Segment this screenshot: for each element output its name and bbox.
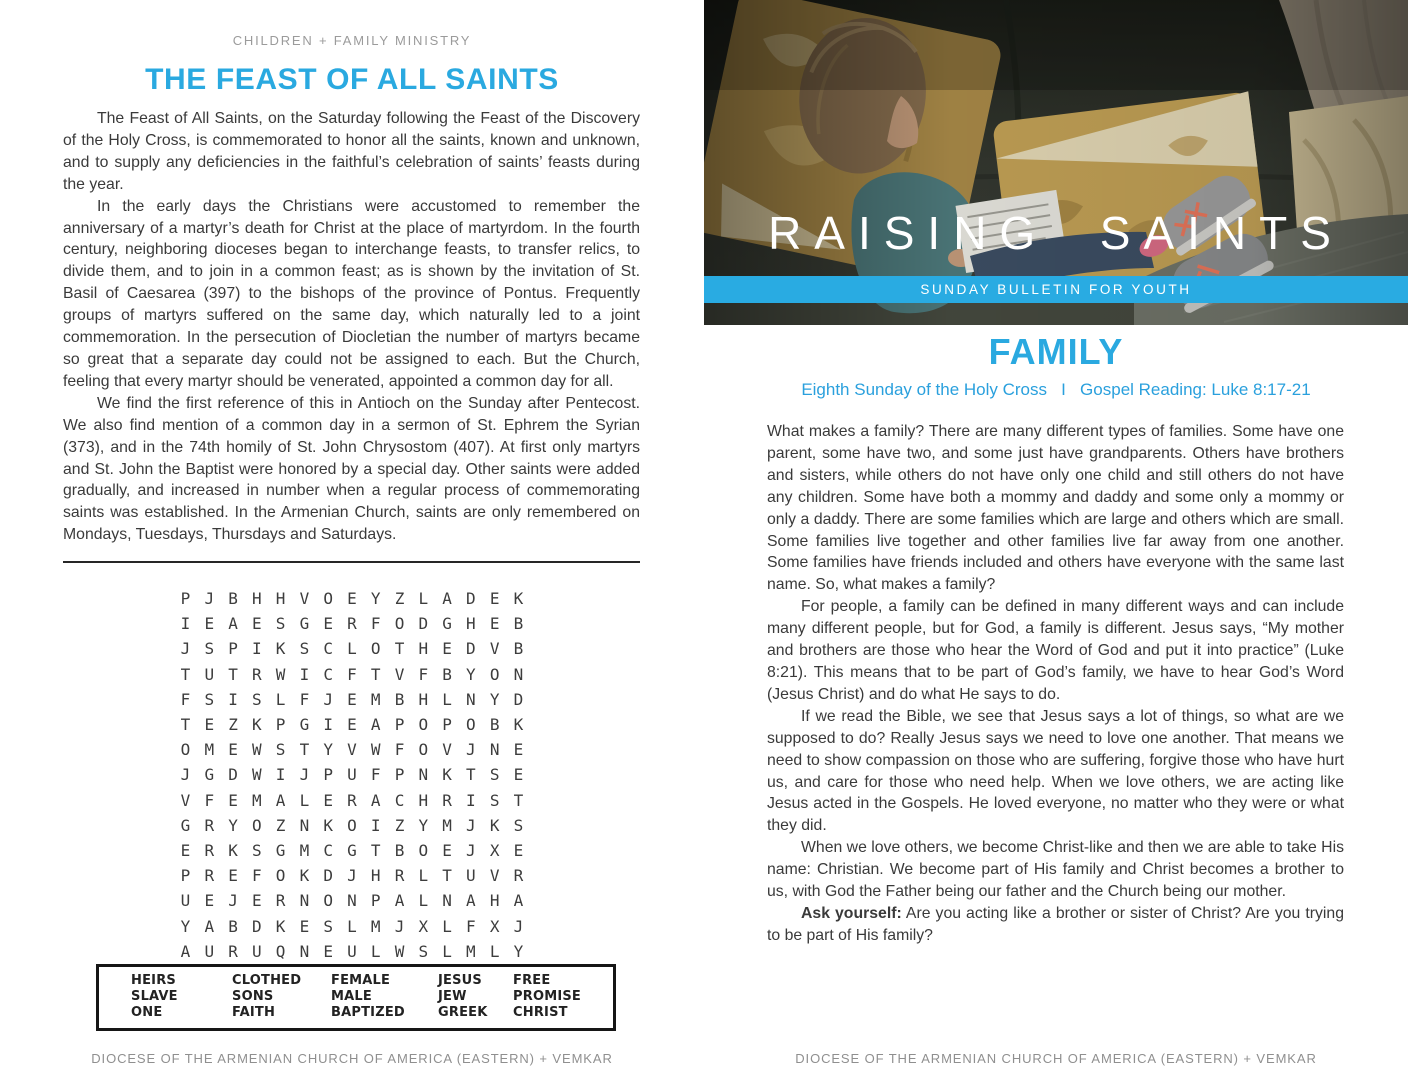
word-search-letter: F: [370, 614, 381, 634]
ask-yourself: [767, 903, 1344, 947]
page-right: [704, 0, 1408, 1088]
word-search-letter: T: [513, 790, 524, 810]
word-search-letter: S: [275, 740, 286, 760]
word-search-letter: J: [228, 891, 238, 911]
word-search-letter: G: [442, 614, 452, 634]
page-footer: DIOCESE OF THE ARMENIAN CHURCH OF AMERICA (EASTERN) + VEMKAR: [795, 1051, 1317, 1066]
word-search-letter: E: [228, 866, 238, 886]
word-search-letter: F: [204, 790, 215, 810]
word-search-letter: N: [489, 740, 500, 760]
word-search-letter: A: [204, 916, 215, 936]
word-search-letter: W: [370, 740, 381, 760]
word-search-letter: S: [204, 639, 215, 659]
word-search-letter: V: [394, 664, 405, 684]
word-search-letter: U: [347, 941, 357, 961]
word-search-letter: H: [370, 866, 381, 886]
word-search-letter: A: [513, 891, 524, 911]
word-search-letter: P: [275, 715, 286, 735]
word-search-letter: B: [228, 589, 238, 609]
word-search-letter: N: [466, 689, 476, 709]
word-search-letter: L: [370, 941, 381, 961]
word-search-letter: V: [299, 589, 310, 609]
word-search-letter: S: [323, 916, 333, 936]
word-search-letter: E: [513, 840, 524, 860]
word-search-letter: E: [513, 740, 524, 760]
word-search-letter: J: [394, 916, 405, 936]
word-search-letter: A: [466, 891, 476, 911]
word-search-letter: A: [394, 891, 405, 911]
word-search-letter: U: [204, 941, 215, 961]
word-search-letter: L: [442, 941, 452, 961]
word-search-row: [176, 913, 528, 938]
banner-label: SUNDAY BULLETIN FOR YOUTH: [920, 282, 1192, 297]
word-search-letter: A: [370, 790, 381, 810]
word-list-item: ONE: [131, 1005, 163, 1020]
word-search-letter: T: [370, 840, 381, 860]
word-search-letter: P: [180, 866, 191, 886]
word-search-letter: E: [228, 790, 238, 810]
feast-article: [63, 108, 640, 546]
ministry-eyebrow: CHILDREN + FAMILY MINISTRY: [232, 33, 472, 48]
word-search-letter: V: [180, 790, 191, 810]
word-search-row: [176, 939, 528, 964]
word-search-letter: N: [513, 664, 524, 684]
word-search-letter: H: [418, 639, 429, 659]
word-search-letter: D: [252, 916, 262, 936]
word-search-letter: P: [180, 589, 191, 609]
word-search-letter: M: [370, 689, 381, 709]
word-search-letter: E: [299, 916, 310, 936]
word-search-letter: T: [228, 664, 238, 684]
word-search-letter: F: [252, 866, 262, 886]
word-search-letter: N: [299, 815, 310, 835]
word-search-letter: Z: [394, 589, 405, 609]
word-search-row: [176, 863, 528, 888]
word-search-letter: B: [489, 715, 500, 735]
word-search-letter: R: [204, 840, 215, 860]
word-search-letter: E: [513, 765, 524, 785]
word-search-letter: F: [370, 765, 381, 785]
word-search-letter: L: [442, 689, 452, 709]
word-search-letter: K: [275, 916, 286, 936]
word-search-letter: O: [323, 589, 333, 609]
word-list-item: FEMALE: [331, 973, 391, 988]
word-search-letter: E: [347, 589, 357, 609]
word-search-letter: T: [299, 740, 310, 760]
word-search-letter: D: [466, 639, 476, 659]
word-search-letter: E: [323, 941, 333, 961]
word-search-letter: K: [513, 589, 524, 609]
word-search-letter: N: [418, 765, 429, 785]
paragraph: When we love others, we become Christ-like and then we are able to take His name: Christian. We become part of His family and Christ becomes a brother to us, with God the Father being our father and the Church being our mother.: [767, 839, 1344, 901]
ask-yourself-text: Are you acting like a brother or sister of Christ? Are you trying to be part of His family?: [767, 904, 1344, 944]
word-search-row: [176, 712, 528, 737]
word-search-letter: O: [466, 715, 476, 735]
word-search-letter: E: [180, 840, 191, 860]
word-search-letter: R: [252, 664, 262, 684]
word-search-letter: S: [489, 765, 500, 785]
word-search-letter: C: [394, 790, 405, 810]
word-search-letter: Z: [394, 815, 405, 835]
word-list-item: HEIRS: [131, 973, 176, 988]
word-search-letter: N: [299, 941, 310, 961]
word-search-letter: R: [347, 614, 357, 634]
word-search-letter: M: [370, 916, 381, 936]
word-search-letter: Q: [275, 941, 286, 961]
word-search-letter: I: [466, 790, 476, 810]
word-search-letter: P: [394, 765, 405, 785]
ask-yourself-label: Ask yourself:: [801, 904, 902, 922]
word-search-letter: N: [347, 891, 357, 911]
word-search-letter: R: [204, 866, 215, 886]
word-search-letter: F: [466, 916, 476, 936]
word-search-letter: C: [323, 639, 333, 659]
word-search-row: [176, 662, 528, 687]
word-search-letter: S: [418, 941, 429, 961]
word-search-letter: U: [347, 765, 357, 785]
word-search-letter: X: [489, 840, 500, 860]
word-search-letter: P: [370, 891, 381, 911]
word-search-letter: B: [442, 664, 452, 684]
word-search-letter: O: [275, 866, 286, 886]
word-search-letter: R: [204, 815, 215, 835]
word-search-letter: E: [323, 790, 333, 810]
word-search-letter: V: [489, 866, 500, 886]
word-search-row: [176, 888, 528, 913]
word-search-letter: E: [323, 614, 333, 634]
word-search-letter: F: [418, 664, 429, 684]
word-search-letter: A: [370, 715, 381, 735]
word-search-letter: N: [442, 891, 452, 911]
word-list-item: PROMISE: [513, 989, 582, 1004]
word-list-item: CHRIST: [513, 1005, 568, 1020]
word-search-letter: U: [466, 866, 476, 886]
word-search-letter: Y: [228, 815, 238, 835]
word-search-letter: T: [180, 715, 191, 735]
word-search-letter: T: [394, 639, 405, 659]
paragraph: What makes a family? There are many different types of families. Some have one parent, some have two, and some just have grandparents. Others have brothers and sisters, while others do not have only one child and still others do not have any children. Some have both a mommy and daddy and some only a mommy or only a daddy. There are some families which are large and others which are small. Some families live together and other families live far away from one another. Some families have friends included and others have everyone with the same last name. So, what makes a family?: [767, 423, 1344, 594]
word-search-row: [176, 611, 528, 636]
word-search-letter: B: [513, 614, 524, 634]
word-search-letter: I: [275, 765, 286, 785]
word-search-letter: S: [299, 639, 310, 659]
word-search-letter: Y: [418, 815, 429, 835]
word-search-letter: I: [180, 614, 191, 634]
word-search-letter: K: [442, 765, 452, 785]
word-search-letter: C: [323, 664, 333, 684]
word-search-letter: P: [394, 715, 405, 735]
word-search-letter: X: [418, 916, 429, 936]
word-search-letter: T: [370, 664, 381, 684]
word-search-letter: O: [252, 815, 262, 835]
word-search-letter: X: [489, 916, 500, 936]
word-search-letter: A: [228, 614, 238, 634]
word-search-letter: E: [228, 740, 238, 760]
word-search-letter: E: [442, 639, 452, 659]
word-search-letter: S: [204, 689, 215, 709]
word-search-letter: U: [180, 891, 191, 911]
word-search-letter: D: [418, 614, 429, 634]
paragraph: In the early days the Christians were accustomed to remember the anniversary of a martyr’s death for Christ at the place of martyrdom. In the fourth century, neighboring dioceses began to interchange feasts, to transfer relics, to divide them, and to join in a common feast; as is shown by the invitation of St. Basil of Caesarea (397) to the bishops of the province of Pontus. Frequently groups of martyrs suffered on the same day, which naturally led to a joint commemoration. In the persecution of Diocletian the number of martyrs became so great that a separate day could not be assigned to each. But the Church, feeling that every martyr should be venerated, appointed a common day for all.: [63, 197, 640, 390]
word-search-letter: U: [252, 941, 262, 961]
word-search-letter: M: [466, 941, 476, 961]
word-search-grid: [176, 586, 528, 964]
word-search-letter: K: [228, 840, 238, 860]
word-search-row: [176, 687, 528, 712]
word-search-letter: G: [180, 815, 191, 835]
word-search-row: [176, 586, 528, 611]
word-search-letter: O: [489, 664, 500, 684]
word-search-letter: I: [228, 689, 238, 709]
word-search-letter: E: [252, 891, 262, 911]
word-search-letter: L: [418, 866, 429, 886]
word-search-letter: G: [347, 840, 357, 860]
word-search-letter: K: [252, 715, 262, 735]
word-search-letter: E: [489, 614, 500, 634]
word-search-letter: O: [347, 815, 357, 835]
word-search-letter: P: [228, 639, 238, 659]
word-search-letter: R: [228, 941, 238, 961]
cover-photo-block: [704, 0, 1408, 325]
word-search-letter: J: [466, 815, 476, 835]
word-search-letter: W: [275, 664, 286, 684]
word-search-letter: T: [442, 866, 452, 886]
word-search-letter: G: [299, 715, 310, 735]
word-list-item: JESUS: [438, 973, 482, 988]
word-search-letter: N: [299, 891, 310, 911]
word-search-letter: B: [513, 639, 524, 659]
word-search-letter: C: [323, 840, 333, 860]
word-search-letter: M: [299, 840, 310, 860]
word-search-letter: E: [347, 715, 357, 735]
word-search-letter: R: [275, 891, 286, 911]
word-search-letter: F: [347, 664, 357, 684]
word-search-letter: U: [204, 664, 215, 684]
word-search-letter: J: [204, 589, 215, 609]
word-search-letter: L: [442, 916, 452, 936]
word-search-letter: T: [180, 664, 191, 684]
word-search-letter: J: [466, 740, 476, 760]
word-search-letter: H: [418, 790, 429, 810]
word-search-letter: J: [347, 866, 357, 886]
word-search-letter: V: [347, 740, 357, 760]
word-search-letter: F: [180, 689, 191, 709]
word-search-letter: G: [299, 614, 310, 634]
word-search-row: [176, 788, 528, 813]
word-search-letter: V: [442, 740, 452, 760]
word-search-letter: B: [228, 916, 238, 936]
word-search-letter: E: [347, 689, 357, 709]
word-search-letter: M: [442, 815, 452, 835]
word-search-letter: Z: [228, 715, 238, 735]
word-search-letter: D: [323, 866, 333, 886]
word-list-item: MALE: [331, 989, 372, 1004]
word-search-letter: S: [275, 614, 286, 634]
paragraph: We find the first reference of this in Antioch on the Sunday after Pentecost. We also find mention of a common day in a sermon of St. Ephrem the Syrian (373), and in the 74th homily of St. John Chrysostom (407). At first only martyrs and St. John the Baptist were honored by a special day. Other saints were added gradually, and increased in number when a regular process of commemorating saints was established. In the Armenian Church, saints are only remembered on Mondays, Tuesdays, Thursdays and Saturdays.: [63, 394, 640, 544]
subtitle: Eighth Sunday of the Holy Cross I Gospel Reading: Luke 8:17-21: [801, 380, 1311, 399]
word-list-item: SONS: [232, 989, 274, 1004]
word-search-letter: J: [323, 689, 333, 709]
word-search-letter: P: [323, 765, 333, 785]
paragraph: For people, a family can be defined in many different ways and can include many different people, but for God, a family is different. Jesus says, “My mother and brothers are those who hear the Word of God and put it into practice” (Luke 8:21). This means that to be part of God’s family, we have to hear God’s Word (Jesus Christ) and do what He says to do.: [767, 598, 1344, 703]
paragraph: The Feast of All Saints, on the Saturday following the Feast of the Discovery of the Holy Cross, is commemorated to honor all the saints, known and unknown, and to supply any deficiencies in the faithful’s celebration of saints’ feasts during the year.: [63, 110, 640, 193]
word-search-letter: B: [394, 840, 405, 860]
word-search-letter: D: [466, 589, 476, 609]
word-search-letter: G: [204, 765, 215, 785]
word-search-letter: T: [466, 765, 476, 785]
family-article: [767, 421, 1344, 947]
word-search-letter: L: [347, 639, 357, 659]
word-search-letter: H: [418, 689, 429, 709]
word-search-letter: W: [252, 740, 262, 760]
word-search-letter: E: [252, 614, 262, 634]
word-search-letter: M: [204, 740, 215, 760]
word-search-letter: H: [489, 891, 500, 911]
word-search-letter: A: [275, 790, 286, 810]
word-search-letter: B: [394, 689, 405, 709]
word-search-letter: K: [299, 866, 310, 886]
word-search-letter: Y: [323, 740, 333, 760]
word-search-letter: H: [252, 589, 262, 609]
word-search-letter: I: [299, 664, 310, 684]
word-search-letter: L: [489, 941, 500, 961]
word-search-letter: J: [466, 840, 476, 860]
word-search-letter: Y: [180, 916, 191, 936]
word-list-item: CLOTHED: [232, 973, 302, 988]
word-search-letter: Y: [370, 589, 381, 609]
word-search-letter: O: [323, 891, 333, 911]
word-list-box: [96, 964, 616, 1031]
word-search-letter: S: [252, 689, 262, 709]
word-search-row: [176, 636, 528, 661]
word-search-letter: K: [275, 639, 286, 659]
word-search-letter: D: [228, 765, 238, 785]
word-search-letter: S: [252, 840, 262, 860]
word-search-letter: K: [513, 715, 524, 735]
word-search-letter: O: [180, 740, 191, 760]
page-title: THE FEAST OF ALL SAINTS: [145, 63, 559, 96]
word-search-letter: E: [204, 715, 215, 735]
word-search-letter: K: [323, 815, 333, 835]
word-search-letter: I: [323, 715, 333, 735]
word-search-letter: R: [442, 790, 452, 810]
word-search-letter: J: [180, 639, 191, 659]
word-search-letter: A: [180, 941, 191, 961]
word-search-letter: J: [513, 916, 524, 936]
word-search-letter: W: [252, 765, 262, 785]
word-search-letter: E: [489, 589, 500, 609]
word-search-letter: R: [347, 790, 357, 810]
word-search-letter: W: [394, 941, 405, 961]
word-search-letter: H: [275, 589, 286, 609]
word-search-letter: K: [489, 815, 500, 835]
word-list-item: FAITH: [232, 1005, 276, 1020]
word-search-letter: L: [275, 689, 286, 709]
word-search-letter: R: [513, 866, 524, 886]
word-list-item: BAPTIZED: [331, 1005, 405, 1020]
word-search-row: [176, 838, 528, 863]
word-search-row: [176, 737, 528, 762]
word-search-letter: E: [204, 891, 215, 911]
word-search-letter: A: [442, 589, 452, 609]
word-search-letter: G: [275, 840, 286, 860]
masthead-title: RAISING SAINTS: [768, 207, 1344, 259]
page-footer: DIOCESE OF THE ARMENIAN CHURCH OF AMERICA (EASTERN) + VEMKAR: [91, 1051, 613, 1066]
word-search-letter: P: [442, 715, 452, 735]
word-search-letter: R: [394, 866, 405, 886]
word-search-letter: O: [418, 740, 429, 760]
word-search-letter: O: [418, 715, 429, 735]
word-search-letter: L: [299, 790, 310, 810]
word-search-letter: E: [204, 614, 215, 634]
word-search-letter: O: [370, 639, 381, 659]
paragraph: If we read the Bible, we see that Jesus says a lot of things, so what are we supposed to do? Really Jesus says we need to love one another. That means we need to show compassion on those who are suffering, forgive those who have hurt us, and care for those who need help. When we love others, we are acting like Jesus acted in the Gospels. He loved everyone, no matter who they were or what they did.: [767, 707, 1344, 835]
word-search-letter: I: [252, 639, 262, 659]
word-search-row: [176, 762, 528, 787]
word-search-row: [176, 813, 528, 838]
word-search-letter: J: [180, 765, 191, 785]
word-search-letter: J: [299, 765, 310, 785]
word-search-letter: L: [418, 589, 429, 609]
word-search-letter: E: [442, 840, 452, 860]
word-search-letter: S: [513, 815, 524, 835]
word-search-letter: M: [252, 790, 262, 810]
word-search-letter: F: [299, 689, 310, 709]
word-search-letter: I: [370, 815, 381, 835]
family-title: FAMILY: [988, 331, 1124, 372]
word-search-letter: Y: [466, 664, 476, 684]
word-list-item: FREE: [513, 973, 551, 988]
word-list-item: JEW: [438, 989, 467, 1004]
word-search-letter: O: [394, 614, 405, 634]
word-list-item: GREEK: [438, 1005, 488, 1020]
word-search-letter: Z: [275, 815, 286, 835]
word-search-letter: L: [347, 916, 357, 936]
word-list-item: SLAVE: [131, 989, 178, 1004]
word-search-letter: Y: [489, 689, 500, 709]
word-search-letter: S: [489, 790, 500, 810]
word-search-letter: F: [394, 740, 405, 760]
section-divider: [63, 561, 640, 563]
word-search-letter: D: [513, 689, 524, 709]
word-search-letter: L: [418, 891, 429, 911]
word-search-letter: O: [418, 840, 429, 860]
word-search-letter: Y: [513, 941, 524, 961]
banner: [704, 276, 1408, 303]
word-search-letter: H: [466, 614, 476, 634]
word-search-letter: V: [489, 639, 500, 659]
